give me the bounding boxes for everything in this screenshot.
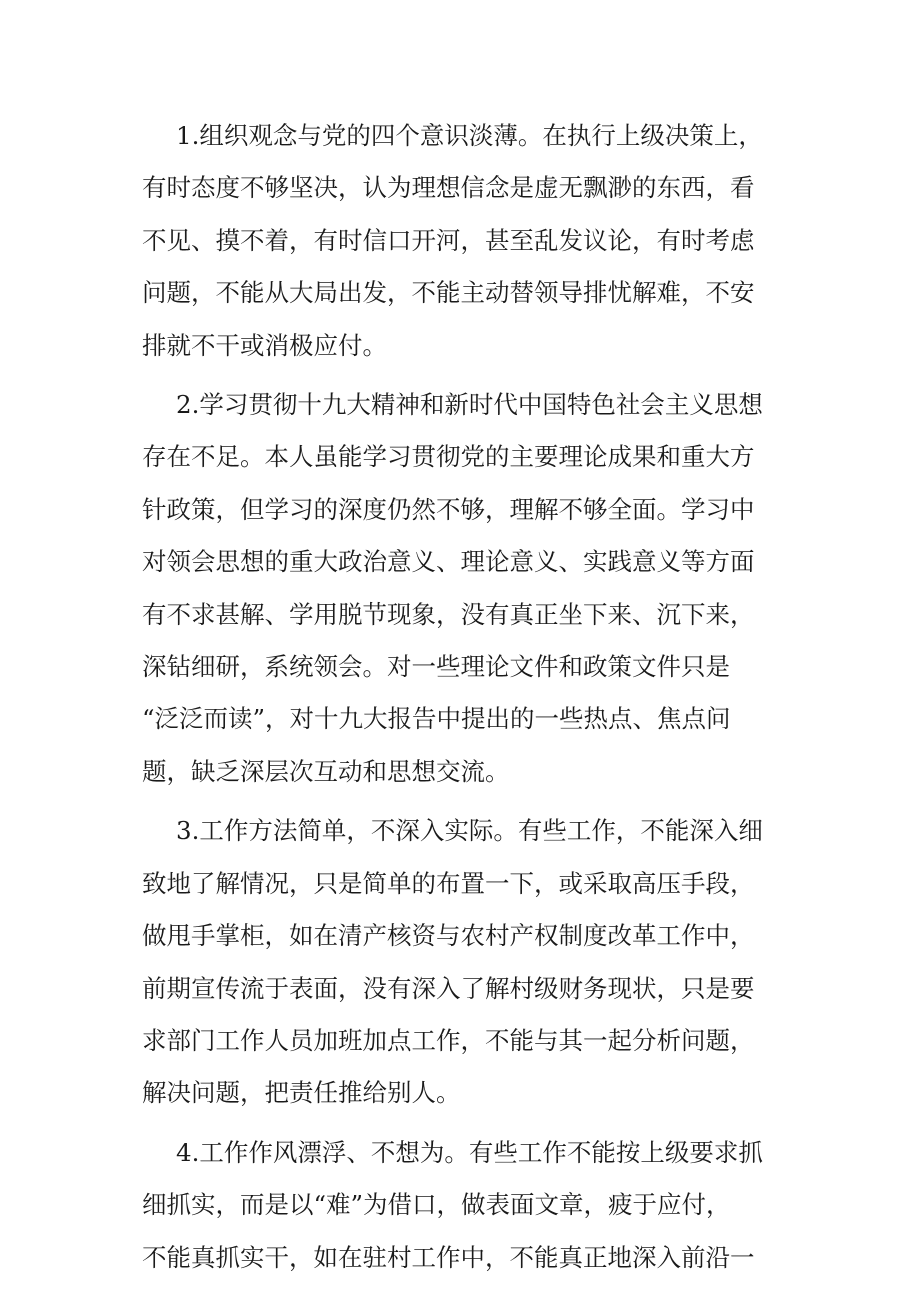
paragraph-line: 解决问题，把责任推给别人。: [142, 1078, 461, 1108]
paragraph-line: 细抓实，而是以“难”为借口，做表面文章，疲于应付，: [142, 1190, 731, 1220]
paragraph-line: 不见、摸不着，有时信口开河，甚至乱发议论，有时考虑: [142, 225, 755, 255]
paragraph-line: 针政策，但学习的深度仍然不够，理解不够全面。学习中: [142, 494, 755, 524]
paragraph-line: “泛泛而读”，对十九大报告中提出的一些热点、焦点问: [142, 704, 731, 734]
paragraph-4: [142, 1127, 777, 1284]
paragraph-2: [142, 379, 777, 798]
paragraph-line: 做甩手掌柜，如在清产核资与农村产权制度改革工作中，: [142, 921, 755, 951]
paragraph-line: 4.工作作风漂浮、不想为。有些工作不能按上级要求抓: [176, 1137, 763, 1167]
paragraph-line: 存在不足。本人虽能学习贯彻党的主要理论成果和重大方: [142, 442, 755, 472]
paragraph-line: 对领会思想的重大政治意义、理论意义、实践意义等方面: [142, 547, 755, 577]
paragraph-line: 深钻细研，系统领会。对一些理论文件和政策文件只是: [142, 652, 730, 682]
paragraph-line: 题，缺乏深层次互动和思想交流。: [142, 756, 510, 786]
paragraph-line: 有不求甚解、学用脱节现象，没有真正坐下来、沉下来，: [142, 599, 755, 629]
paragraph-line: 3.工作方法简单，不深入实际。有些工作，不能深入细: [176, 816, 763, 846]
paragraph-line: 致地了解情况，只是简单的布置一下，或采取高压手段，: [142, 868, 755, 898]
paragraph-line: 有时态度不够坚决，认为理想信念是虚无飘渺的东西，看: [142, 173, 755, 203]
paragraph-line: 前期宣传流于表面，没有深入了解村级财务现状，只是要: [142, 973, 755, 1003]
paragraph-line: 求部门工作人员加班加点工作，不能与其一起分析问题，: [142, 1025, 755, 1055]
paragraph-line: 不能真抓实干，如在驻村工作中，不能真正地深入前沿一: [142, 1242, 755, 1272]
paragraph-line: 2.学习贯彻十九大精神和新时代中国特色社会主义思想: [176, 390, 763, 420]
paragraph-line: 问题，不能从大局出发，不能主动替领导排忧解难，不安: [142, 278, 755, 308]
paragraph-line: 1.组织观念与党的四个意识淡薄。在执行上级决策上，: [176, 121, 763, 150]
paragraph-3: [142, 805, 777, 1119]
paragraph-line: 排就不干或消极应付。: [142, 330, 387, 360]
document-body: [142, 110, 777, 1291]
paragraph-1: [142, 110, 777, 372]
